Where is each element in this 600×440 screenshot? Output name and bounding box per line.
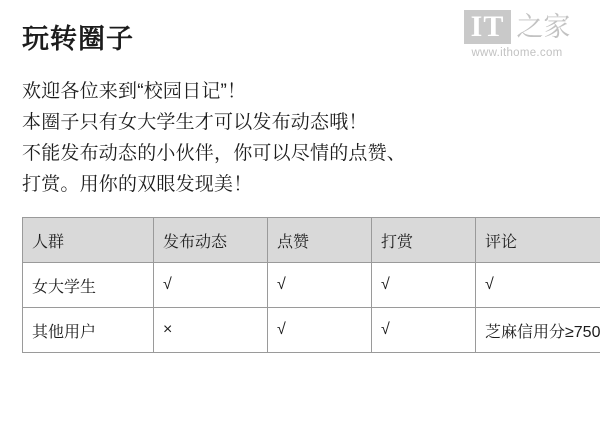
watermark-logo-cn: 之家 [516, 12, 571, 42]
paragraph-line: 本圈子只有女大学生才可以发布动态哦！ [22, 112, 368, 133]
cell-group: 其他用户 [23, 308, 154, 353]
cell-like: √ [268, 263, 372, 308]
watermark-url: www.ithome.com [471, 47, 563, 59]
column-header-tip: 打赏 [372, 218, 476, 263]
page-title: 玩转圈子 [22, 24, 134, 54]
column-header-post: 发布动态 [154, 218, 268, 263]
table-row [23, 308, 600, 353]
intro-paragraph [22, 76, 578, 200]
paragraph-line: 不能发布动态的小伙伴，你可以尽情的点赞、 [22, 143, 407, 164]
watermark [452, 10, 582, 59]
cell-tip: √ [372, 263, 476, 308]
permissions-table-wrapper [22, 217, 600, 353]
cell-group: 女大学生 [23, 263, 154, 308]
paragraph-line: 打赏。用你的双眼发现美！ [22, 174, 253, 195]
cell-post: × [154, 308, 268, 353]
column-header-group: 人群 [23, 218, 154, 263]
cell-comment: √ [476, 263, 600, 308]
cell-comment: 芝麻信用分≥750 [476, 308, 600, 353]
cell-like: √ [268, 308, 372, 353]
table-header-row [23, 218, 600, 263]
table-header [23, 218, 600, 263]
column-header-like: 点赞 [268, 218, 372, 263]
cell-tip: √ [372, 308, 476, 353]
permissions-table [22, 217, 600, 353]
column-header-comment: 评论 [476, 218, 600, 263]
ithome-logo-icon: IT [464, 10, 512, 44]
watermark-logo-row [452, 10, 582, 44]
cell-post: √ [154, 263, 268, 308]
paragraph-line: 欢迎各位来到“校园日记”！ [22, 81, 247, 102]
table-row [23, 263, 600, 308]
table-body [23, 263, 600, 353]
